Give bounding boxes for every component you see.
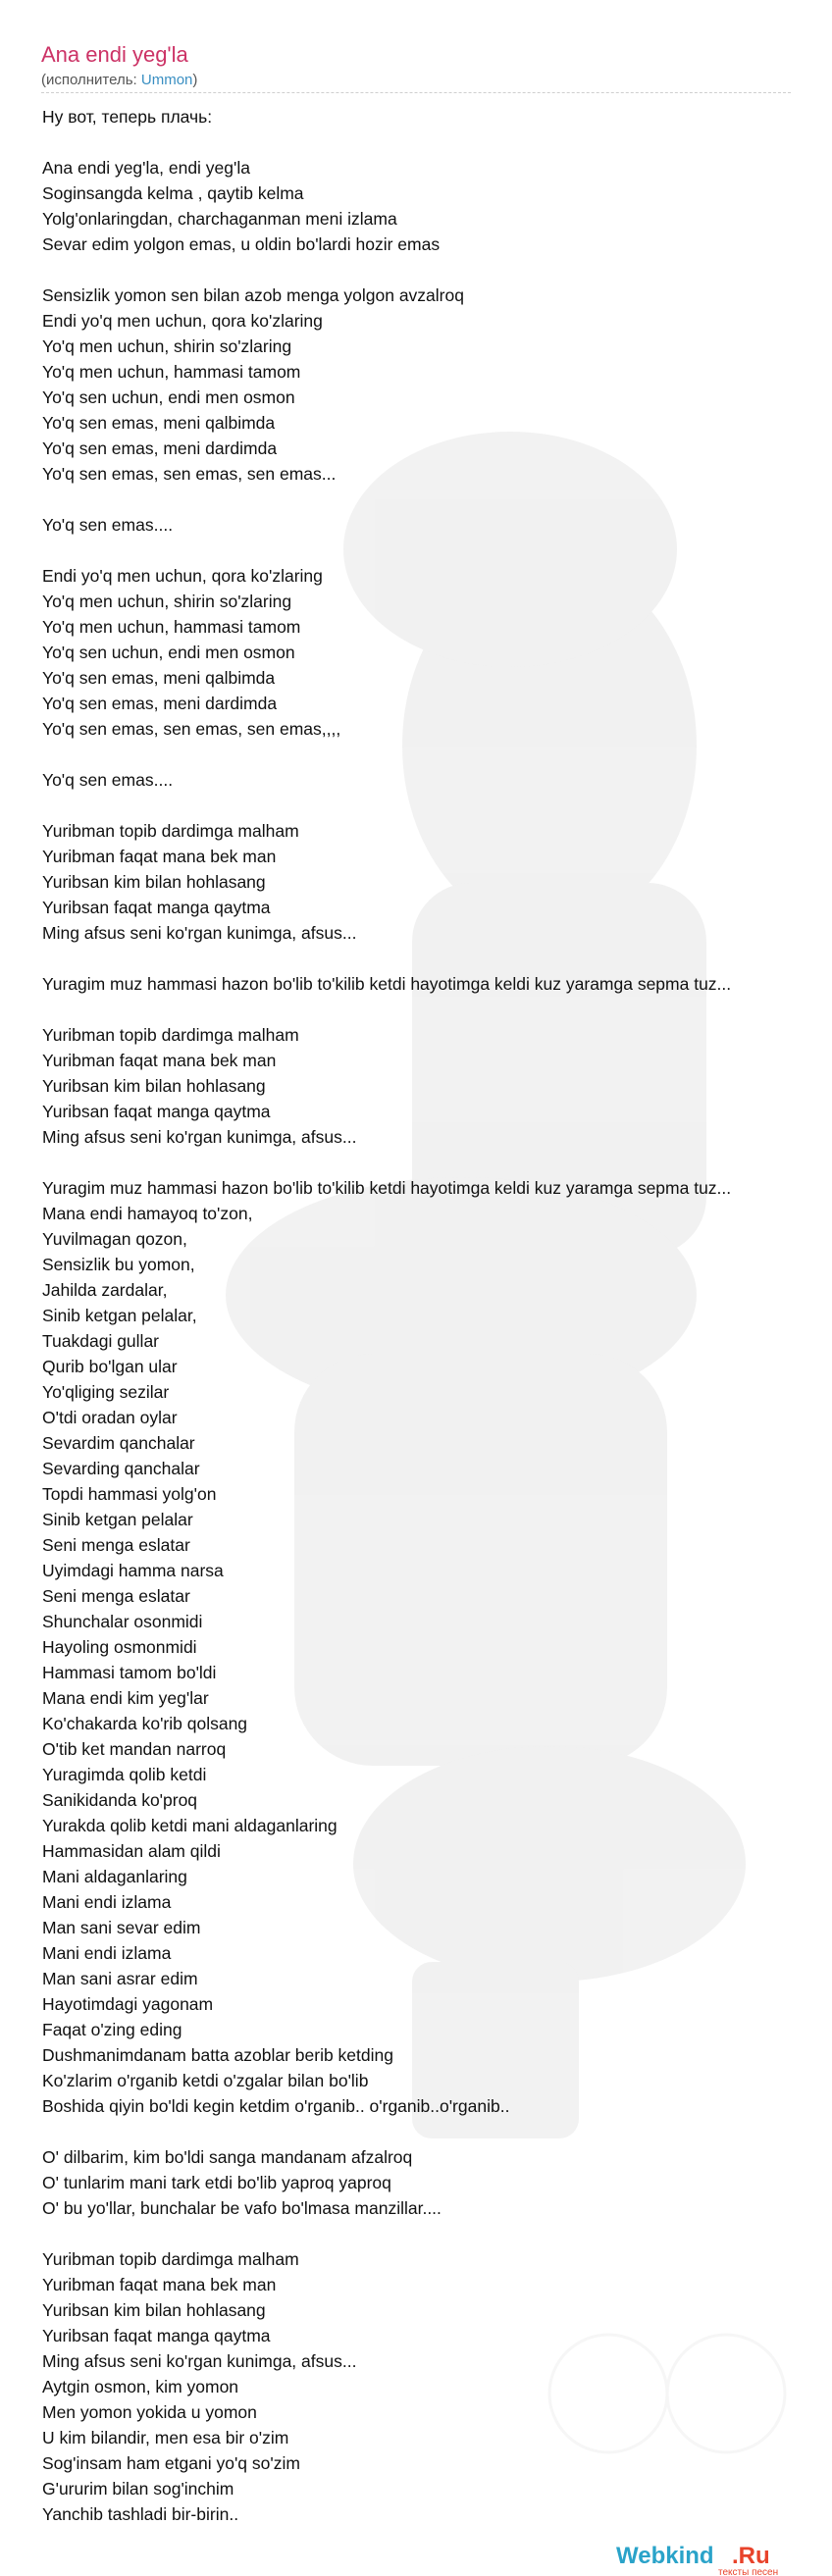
song-title: Ana endi yeg'la <box>41 42 188 67</box>
lyric-line: Seni menga eslatar <box>42 1535 190 1555</box>
lyric-line: Qurib bo'lgan ular <box>42 1357 178 1376</box>
lyric-line: Yo'q sen emas, sen emas, sen emas,,,, <box>42 719 341 739</box>
blank-line <box>42 129 832 155</box>
lyric-line: O' dilbarim, kim bo'ldi sanga mandanam afzalroq <box>42 2147 413 2167</box>
lyrics-body <box>42 104 832 2527</box>
blank-line <box>42 793 832 818</box>
blank-line <box>42 2221 832 2246</box>
lyric-line: Ming afsus seni ko'rgan kunimga, afsus... <box>42 2351 357 2371</box>
lyric-line: Dushmanimdanam batta azoblar berib ketding <box>42 2045 393 2065</box>
lyric-line: Tuakdagi gullar <box>42 1331 160 1351</box>
logo-brand: Webkind <box>616 2543 714 2569</box>
lyric-line: Hayotimdagi yagonam <box>42 1994 214 2014</box>
lyric-line: Aytgin osmon, kim yomon <box>42 2377 239 2396</box>
performer-prefix: (исполнитель: <box>41 72 141 88</box>
lyric-line: Men yomon yokida u yomon <box>42 2402 257 2422</box>
lyric-line: Hammasidan alam qildi <box>42 1841 221 1861</box>
lyric-line: Yo'q men uchun, hammasi tamom <box>42 362 301 382</box>
lyric-line: O'tdi oradan oylar <box>42 1408 178 1427</box>
lyric-line: Yuribsan faqat manga qaytma <box>42 2326 271 2345</box>
lyric-line: Yo'qliging sezilar <box>42 1382 170 1402</box>
lyric-line: Yuribsan faqat manga qaytma <box>42 898 271 917</box>
lyric-line: Hammasi tamom bo'ldi <box>42 1663 217 1682</box>
lyric-line: Ko'chakarda ko'rib qolsang <box>42 1714 248 1733</box>
lyric-line: Yuribsan faqat manga qaytma <box>42 1102 271 1121</box>
lyric-line: Endi yo'q men uchun, qora ko'zlaring <box>42 566 323 586</box>
lyric-line: Yuragim muz hammasi hazon bo'lib to'kilib ketdi hayotimga keldi kuz yaramga sepma tuz... <box>42 974 732 994</box>
lyric-line: Mani endi izlama <box>42 1892 172 1912</box>
lyric-line: Endi yo'q men uchun, qora ko'zlaring <box>42 311 323 331</box>
lyric-line: Topdi hammasi yolg'on <box>42 1484 217 1504</box>
lyric-line: Boshida qiyin bo'ldi kegin ketdim o'rganib.. o'rganib..o'rganib.. <box>42 2096 510 2116</box>
lyric-line: Yo'q men uchun, hammasi tamom <box>42 617 301 637</box>
lyric-line: Yo'q sen emas, meni qalbimda <box>42 413 276 433</box>
blank-line <box>42 257 832 283</box>
lyric-line: Mana endi kim yeg'lar <box>42 1688 209 1708</box>
lyric-line: Yuribsan kim bilan hohlasang <box>42 872 266 892</box>
lyric-line: Sevar edim yolgon emas, u oldin bo'lardi hozir emas <box>42 234 441 254</box>
lyric-line: Sensizlik yomon sen bilan azob menga yolgon avzalroq <box>42 285 464 305</box>
lyric-line: Sog'insam ham etgani yo'q so'zim <box>42 2453 300 2473</box>
lyric-line: G'ururim bilan sog'inchim <box>42 2479 234 2499</box>
lyric-line: Man sani asrar edim <box>42 1969 198 1988</box>
blank-line <box>42 1150 832 1175</box>
lyric-line: Yuribman faqat mana bek man <box>42 847 277 866</box>
lyric-line: Soginsangda kelma , qaytib kelma <box>42 183 304 203</box>
lyric-line: Yo'q sen emas, meni dardimda <box>42 694 278 713</box>
lyric-line: Yuribsan kim bilan hohlasang <box>42 1076 266 1096</box>
lyric-line: Sevarding qanchalar <box>42 1459 200 1478</box>
header-divider <box>41 92 791 93</box>
lyric-line: Sensizlik bu yomon, <box>42 1255 195 1274</box>
blank-line <box>42 946 832 971</box>
lyric-line: O' tunlarim mani tark etdi bo'lib yaproq yaproq <box>42 2173 391 2192</box>
lyric-line: Yo'q sen emas, sen emas, sen emas... <box>42 464 337 484</box>
lyric-line: Yuribman faqat mana bek man <box>42 1051 277 1070</box>
lyric-line: Man sani sevar edim <box>42 1918 201 1937</box>
lyric-line: Yuribman faqat mana bek man <box>42 2275 277 2294</box>
lyric-line: Ming afsus seni ko'rgan kunimga, afsus... <box>42 1127 357 1147</box>
logo-tld: .Ru <box>732 2543 770 2569</box>
blank-line <box>42 538 832 563</box>
lyric-line: U kim bilandir, men esa bir o'zim <box>42 2428 289 2447</box>
lyric-line: Jahilda zardalar, <box>42 1280 168 1300</box>
lyric-line: Uyimdagi hamma narsa <box>42 1561 224 1580</box>
lyric-line: Yuvilmagan qozon, <box>42 1229 187 1249</box>
lyric-line: Mani aldaganlaring <box>42 1867 187 1886</box>
lyric-line: Yolg'onlaringdan, charchaganman meni izlama <box>42 209 397 229</box>
lyric-line: Hayoling osmonmidi <box>42 1637 197 1657</box>
lyric-line: Mana endi hamayoq to'zon, <box>42 1204 253 1223</box>
lyric-line: Yuribman topib dardimga malham <box>42 2249 299 2269</box>
lyric-line: O'tib ket mandan narroq <box>42 1739 227 1759</box>
lyric-line: Shunchalar osonmidi <box>42 1612 203 1631</box>
lyric-line: Yo'q men uchun, shirin so'zlaring <box>42 336 292 356</box>
lyric-line: Yo'q sen emas, meni qalbimda <box>42 668 276 688</box>
lyric-line: Ну вот, теперь плачь: <box>42 107 213 127</box>
lyric-line: Yuribsan kim bilan hohlasang <box>42 2300 266 2320</box>
lyric-line: Mani endi izlama <box>42 1943 172 1963</box>
lyric-line: Sinib ketgan pelalar <box>42 1510 193 1529</box>
lyric-line: Sinib ketgan pelalar, <box>42 1306 197 1325</box>
blank-line <box>42 487 832 512</box>
lyric-line: Sanikidanda ko'proq <box>42 1790 198 1810</box>
lyric-line: Ko'zlarim o'rganib ketdi o'zgalar bilan bo'lib <box>42 2071 369 2090</box>
lyric-line: O' bu yo'llar, bunchalar be vafo bo'lmasa manzillar.... <box>42 2198 442 2218</box>
lyric-line: Sevardim qanchalar <box>42 1433 195 1453</box>
performer-suffix: ) <box>192 72 198 88</box>
lyric-line: Yo'q men uchun, shirin so'zlaring <box>42 592 292 611</box>
lyric-line: Faqat o'zing eding <box>42 2020 182 2039</box>
lyric-line: Yuragimda qolib ketdi <box>42 1765 207 1784</box>
lyric-line: Yo'q sen emas.... <box>42 770 174 790</box>
lyric-line: Yuribman topib dardimga malham <box>42 1025 299 1045</box>
lyric-line: Yuribman topib dardimga malham <box>42 821 299 841</box>
lyric-line: Yo'q sen uchun, endi men osmon <box>42 387 295 407</box>
blank-line <box>42 742 832 767</box>
performer-link[interactable]: Ummon <box>140 72 193 88</box>
lyric-line: Ana endi yeg'la, endi yeg'la <box>42 158 250 178</box>
logo-tagline: тексты песен <box>718 2567 779 2576</box>
webkind-logo[interactable] <box>616 2543 812 2576</box>
lyric-line: Yo'q sen uchun, endi men osmon <box>42 643 295 662</box>
lyric-line: Yo'q sen emas.... <box>42 515 174 535</box>
blank-line <box>42 997 832 1022</box>
lyric-line: Ming afsus seni ko'rgan kunimga, afsus... <box>42 923 357 943</box>
blank-line <box>42 2119 832 2144</box>
performer-line <box>41 71 791 90</box>
lyric-line: Yuragim muz hammasi hazon bo'lib to'kilib ketdi hayotimga keldi kuz yaramga sepma tuz... <box>42 1178 732 1198</box>
lyric-line: Seni menga eslatar <box>42 1586 190 1606</box>
lyric-line: Yurakda qolib ketdi mani aldaganlaring <box>42 1816 338 1835</box>
lyric-line: Yo'q sen emas, meni dardimda <box>42 438 278 458</box>
lyric-line: Yanchib tashladi bir-birin.. <box>42 2504 239 2524</box>
song-header <box>41 41 791 90</box>
